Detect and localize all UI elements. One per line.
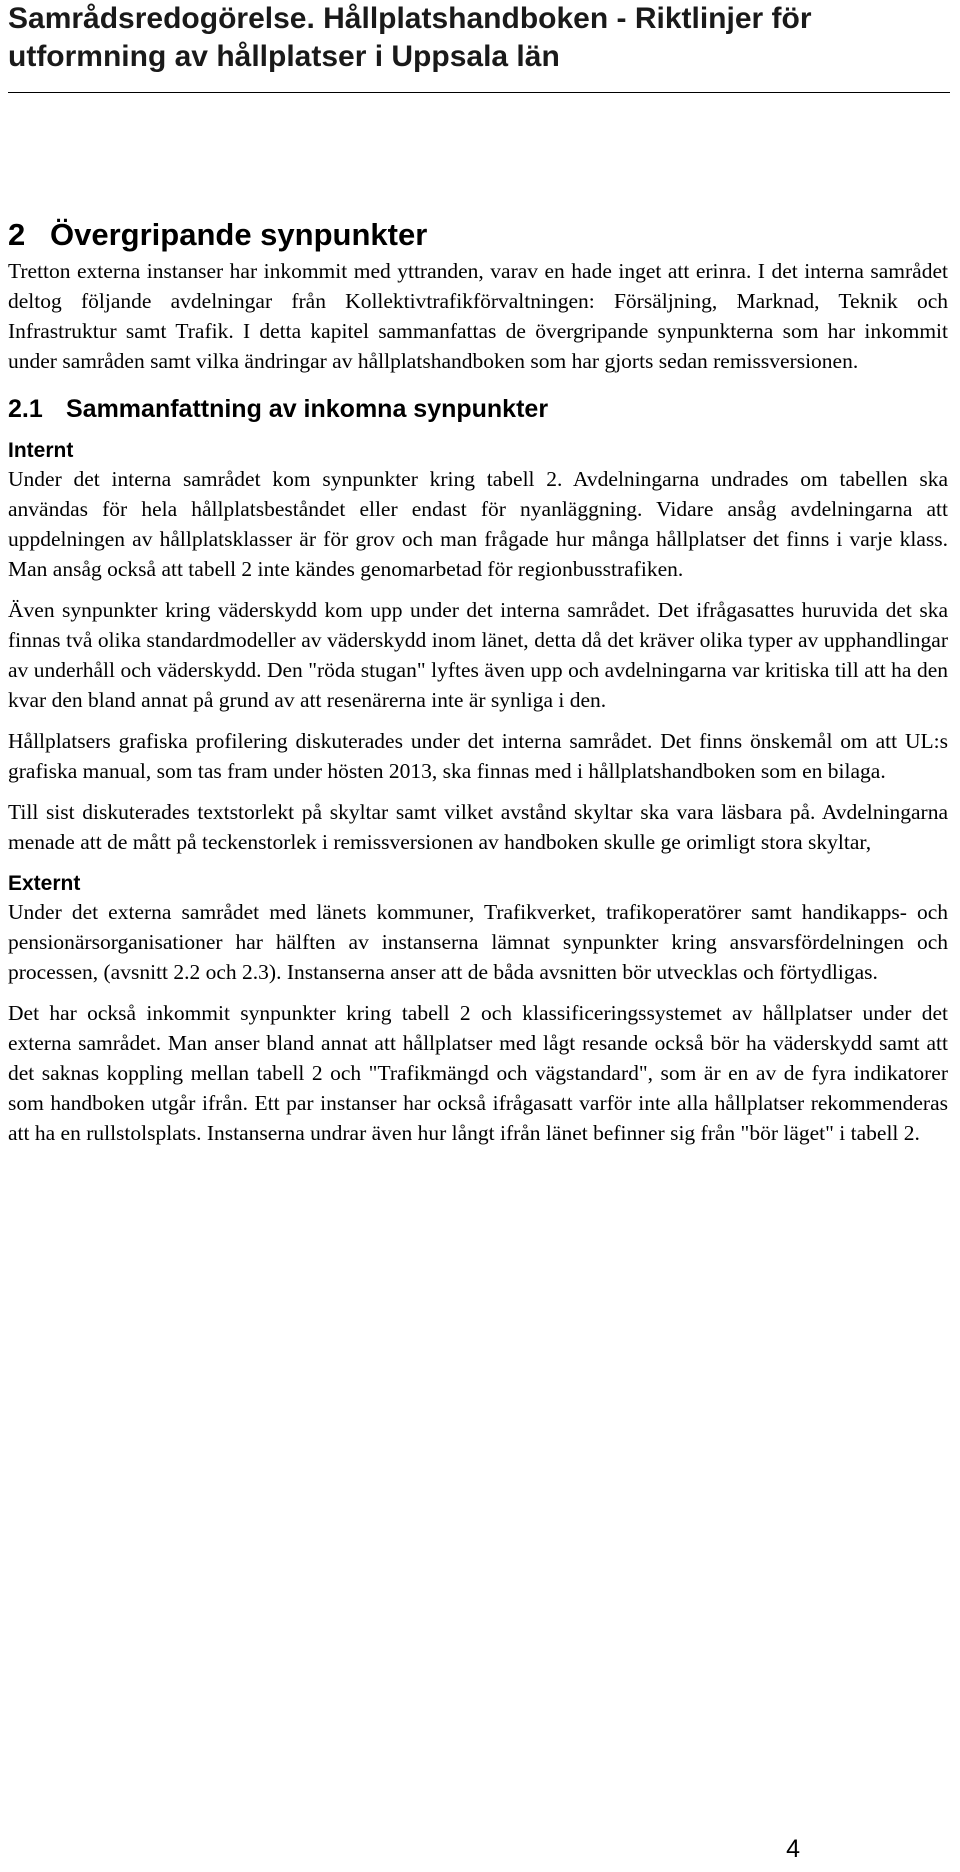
internt-heading: Internt [8, 439, 74, 462]
section-heading [8, 214, 948, 256]
subsection-number: 2.1 [8, 395, 43, 423]
internt-paragraph-4: Till sist diskuterades textstorlekt på skyltar samt vilket avstånd skyltar ska vara läsbara på. Avdelningarna menade att de mått på teckenstorlek i remissversionen av handboken skulle ge orimligt stora skyltar, [8, 800, 948, 854]
header-rule [8, 92, 950, 93]
running-header: Samrådsredogörelse. Hållplatshandboken - Riktlinjer för utformning av hållplatser i Uppsala län [8, 2, 812, 73]
page-body [8, 214, 948, 1148]
internt-paragraph-1: Under det interna samrådet kom synpunkter kring tabell 2. Avdelningarna undrades om tabellen ska användas för hela hållplatsbeståndet eller endast för nyanläggning. Vidare ansåg avdelningarna att uppdelningen av hållplatsklasser är för grov och man frågade hur många hållplatser det finns i varje klass. Man ansåg också att tabell 2 inte kändes genomarbetad för regionbusstrafiken. [8, 467, 948, 581]
section-number: 2 [8, 217, 26, 252]
externt-heading: Externt [8, 872, 81, 895]
subsection-heading [8, 394, 948, 424]
internt-paragraph-2: Även synpunkter kring väderskydd kom upp under det interna samrådet. Det ifrågasattes huruvida det ska finnas två olika standardmodeller av väderskydd inom länet, detta då det kräver olika typer av upphandlingar av underhåll och väderskydd. Den "röda stugan" lyftes även upp och avdelningarna var kritiska till att ha den kvar den bland annat på grund av att resenärerna inte är synliga i den. [8, 598, 948, 712]
externt-paragraph-1: Under det externa samrådet med länets kommuner, Trafikverket, trafikoperatörer samt handikapps- och pensionärsorganisationer har hälften av instanserna lämnat synpunkter kring ansvarsfördelningen och processen, (avsnitt 2.2 och 2.3). Instanserna anser att de båda avsnitten bör utvecklas och förtydligas. [8, 900, 948, 984]
section-intro-paragraph: Tretton externa instanser har inkommit med yttranden, varav en hade inget att erinra. I det interna samrådet deltog följande avdelningar från Kollektivtrafikförvaltningen: Försäljning, Marknad, Teknik och Infrastruktur samt Trafik. I detta kapitel sammanfattas de övergripande synpunkterna som har inkommit under samråden samt vilka ändringar av hållplatshandboken som har gjorts sedan remissversionen. [8, 259, 948, 373]
internt-paragraph-3: Hållplatsers grafiska profilering diskuterades under det interna samrådet. Det finns önskemål om att UL:s grafiska manual, som tas fram under hösten 2013, ska finnas med i hållplatshandboken som en bilaga. [8, 729, 948, 783]
page-number: 4 [786, 1835, 800, 1863]
subsection-title: Sammanfattning av inkomna synpunkter [66, 395, 549, 423]
externt-paragraph-2: Det har också inkommit synpunkter kring tabell 2 och klassificeringssystemet av hållplatser under det externa samrådet. Man anser bland annat att hållplatser med lågt resande också bör ha väderskydd samt att det saknas koppling mellan tabell 2 och "Trafikmängd och vägstandard", som är en av de fyra indikatorer som handboken utgår ifrån. Ett par instanser har också ifrågasatt varför inte alla hållplatser rekommenderas att ha en rullstolsplats. Instanserna undrar även hur långt ifrån länet befinner sig från "bör läget" i tabell 2. [8, 1001, 948, 1145]
section-title: Övergripande synpunkter [50, 217, 428, 252]
